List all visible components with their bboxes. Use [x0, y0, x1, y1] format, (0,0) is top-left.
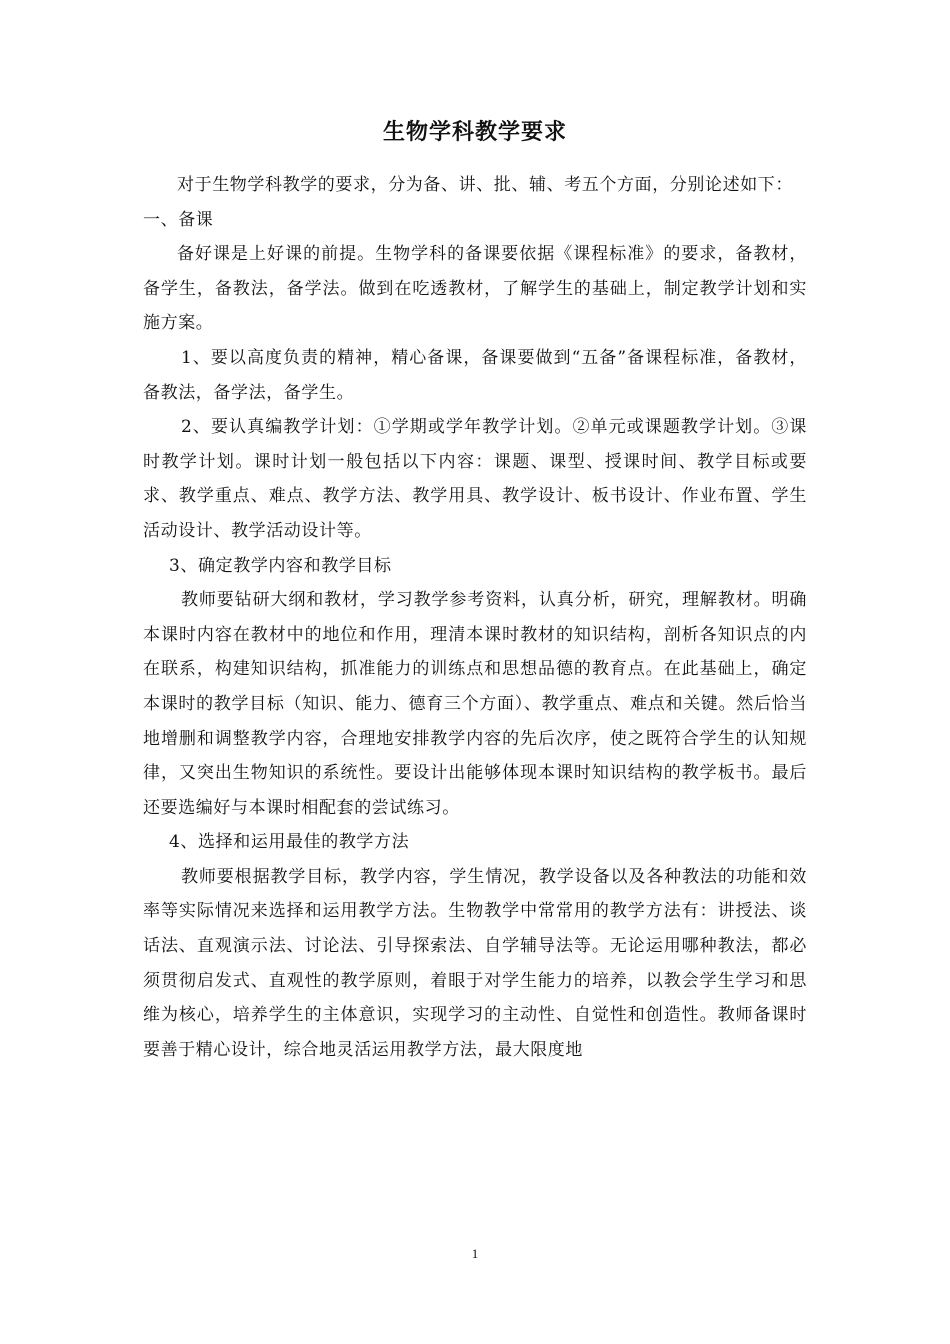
section-heading-lesson-prep: 一、备课	[143, 209, 214, 230]
sub-heading-3: 3、确定教学内容和教学目标	[169, 555, 392, 576]
body-paragraph: 教师要钻研大纲和教材，学习教学参考资料，认真分析，研究，理解教材。明确本课时内容在教材中的地位和作用，理清本课时教材的知识结构，剖析各知识点的内在联系，构建知识结构，抓准能力的训练点和思想品德的教育点。在此基础上，确定本课时的教学目标（知识、能力、德育三个方面）、教学重点、难点和关键。然后恰当地增删和调整教学内容，合理地安排教学内容的先后次序，使之既符合学生的认知规律，又突出生物知识的系统性。要设计出能够体现本课时知识结构的教学板书。最后还要选编好与本课时相配套的尝试练习。	[143, 590, 807, 818]
list-item-2: 2、要认真编教学计划：①学期或学年教学计划。②单元或课题教学计划。③课时教学计划。课时计划一般包括以下内容：课题、课型、授课时间、教学目标或要求、教学重点、难点、教学方法、教学用具、教学设计、板书设计、作业布置、学生活动设计、教学活动设计等。	[143, 417, 807, 541]
sub-heading-4: 4、选择和运用最佳的教学方法	[169, 832, 410, 853]
body-paragraph: 教师要根据教学目标，教学内容，学生情况，教学设备以及各种教法的功能和效率等实际情况来选择和运用教学方法。生物教学中常常用的教学方法有：讲授法、谈话法、直观演示法、讨论法、引导探索法、自学辅导法等。无论运用哪种教法，都必须贯彻启发式、直观性的教学原则，着眼于对学生能力的培养，以教会学生学习和思维为核心，培养学生的主体意识，实现学习的主动性、自觉性和创造性。教师备课时要善于精心设计，综合地灵活运用教学方法，最大限度地	[143, 866, 807, 1060]
intro-paragraph: 对于生物学科教学的要求，分为备、讲、批、辅、考五个方面，分别论述如下：	[177, 175, 793, 195]
list-item-1: 1、要以高度负责的精神，精心备课，备课要做到“五备”备课程标准，备教材，备教法，备学法，备学生。	[143, 347, 807, 403]
document-body	[143, 168, 807, 1067]
body-paragraph: 备好课是上好课的前提。生物学科的备课要依据《课程标准》的要求，备教材，备学生，备教法，备学法。做到在吃透教材，了解学生的基础上，制定教学计划和实施方案。	[143, 244, 807, 334]
document-title: 生物学科教学要求	[382, 120, 567, 145]
page-number: 1	[471, 1246, 479, 1261]
